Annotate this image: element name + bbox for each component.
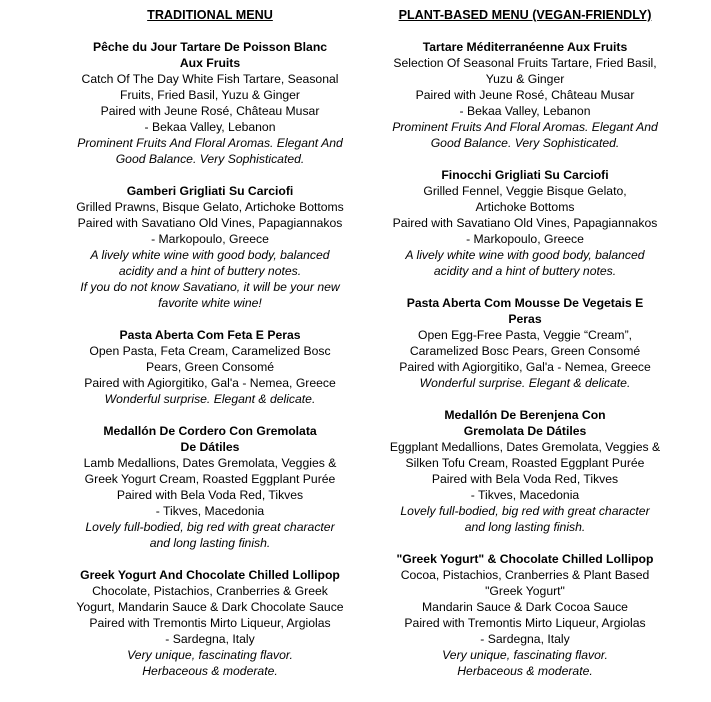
course-description: Pears, Green Consomé <box>145 360 275 374</box>
wine-pairing: Paired with Jeune Rosé, Château Musar <box>100 104 320 118</box>
tasting-note: Herbaceous & moderate. <box>457 664 593 678</box>
course-description: Eggplant Medallions, Dates Gremolata, Veggies & <box>389 440 661 454</box>
traditional-menu-column <box>60 0 360 679</box>
course-name: Tartare Méditerranéenne Aux Fruits <box>422 40 628 54</box>
course-name: Medallón De Berenjena Con <box>444 408 606 422</box>
course-name: Finocchi Grigliati Su Carciofi <box>441 168 609 182</box>
course-description: Yogurt, Mandarin Sauce & Dark Chocolate Sauce <box>76 600 344 614</box>
course-3 <box>60 327 360 407</box>
tasting-note: Good Balance. Very Sophisticated. <box>115 152 305 166</box>
wine-pairing: - Tikves, Macedonia <box>470 488 580 502</box>
tasting-note: favorite white wine! <box>158 296 262 310</box>
course-description: Caramelized Bosc Pears, Green Consomé <box>409 344 641 358</box>
course-description: Mandarin Sauce & Dark Cocoa Sauce <box>422 600 628 614</box>
course-name: Pasta Aberta Com Mousse De Vegetais E <box>406 296 644 310</box>
tasting-note: and long lasting finish. <box>149 536 271 550</box>
course-4 <box>375 407 675 535</box>
tasting-note: Wonderful surprise. Elegant & delicate. <box>419 376 631 390</box>
wine-pairing: Paired with Tremontis Mirto Liqueur, Argiolas <box>89 616 331 630</box>
course-description: Grilled Fennel, Veggie Bisque Gelato, <box>423 184 627 198</box>
tasting-note: A lively white wine with good body, balanced <box>90 248 330 262</box>
wine-pairing: - Sardegna, Italy <box>480 632 570 646</box>
wine-pairing: - Sardegna, Italy <box>165 632 255 646</box>
course-description: Cocoa, Pistachios, Cranberries & Plant Based <box>400 568 650 582</box>
course-name: Gamberi Grigliati Su Carciofi <box>126 184 294 198</box>
wine-pairing: - Markopoulo, Greece <box>466 232 584 246</box>
tasting-note: A lively white wine with good body, balanced <box>405 248 645 262</box>
course-name: Greek Yogurt And Chocolate Chilled Lollipop <box>80 568 340 582</box>
course-description: Catch Of The Day White Fish Tartare, Seasonal <box>81 72 339 86</box>
course-name: Peras <box>508 312 542 326</box>
tasting-note: Lovely full-bodied, big red with great character <box>85 520 335 534</box>
course-5 <box>60 567 360 679</box>
wine-pairing: - Markopoulo, Greece <box>151 232 269 246</box>
wine-pairing: - Bekaa Valley, Lebanon <box>459 104 591 118</box>
course-name: De Dátiles <box>180 440 240 454</box>
course-3 <box>375 295 675 391</box>
course-description: "Greek Yogurt" <box>485 584 565 598</box>
wine-pairing: - Bekaa Valley, Lebanon <box>144 120 276 134</box>
course-description: Open Pasta, Feta Cream, Caramelized Bosc <box>89 344 331 358</box>
tasting-note: Wonderful surprise. Elegant & delicate. <box>104 392 316 406</box>
course-name: Medallón De Cordero Con Gremolata <box>103 424 317 438</box>
plant-based-menu-courses <box>375 39 675 679</box>
course-1 <box>375 39 675 151</box>
tasting-note: Lovely full-bodied, big red with great character <box>400 504 650 518</box>
wine-pairing: Paired with Agiorgitiko, Gal'a - Nemea, Greece <box>84 376 336 390</box>
tasting-note: If you do not know Savatiano, it will be your new <box>80 280 340 294</box>
wine-pairing: Paired with Bela Voda Red, Tikves <box>431 472 619 486</box>
course-4 <box>60 423 360 551</box>
wine-pairing: Paired with Agiorgitiko, Gal'a - Nemea, Greece <box>399 360 651 374</box>
course-description: Fruits, Fried Basil, Yuzu & Ginger <box>120 88 300 102</box>
course-name: Pasta Aberta Com Feta E Peras <box>119 328 301 342</box>
course-description: Chocolate, Pistachios, Cranberries & Greek <box>92 584 328 598</box>
tasting-note: Good Balance. Very Sophisticated. <box>430 136 620 150</box>
course-name: Aux Fruits <box>179 56 241 70</box>
wine-pairing: Paired with Tremontis Mirto Liqueur, Argiolas <box>404 616 646 630</box>
tasting-note: Prominent Fruits And Floral Aromas. Elegant And <box>392 120 658 134</box>
tasting-note: Very unique, fascinating flavor. <box>442 648 608 662</box>
course-name: Pêche du Jour Tartare De Poisson Blanc <box>92 40 328 54</box>
course-description: Selection Of Seasonal Fruits Tartare, Fried Basil, <box>393 56 657 70</box>
wine-pairing: Paired with Savatiano Old Vines, Papagiannakos <box>392 216 658 230</box>
tasting-note: Very unique, fascinating flavor. <box>127 648 293 662</box>
course-5 <box>375 551 675 679</box>
tasting-note: Herbaceous & moderate. <box>142 664 278 678</box>
course-description: Yuzu & Ginger <box>485 72 565 86</box>
course-name: "Greek Yogurt" & Chocolate Chilled Lollipop <box>396 552 654 566</box>
course-2 <box>60 183 360 311</box>
course-description: Artichoke Bottoms <box>475 200 575 214</box>
course-name: Gremolata De Dátiles <box>463 424 587 438</box>
traditional-menu-heading: TRADITIONAL MENU <box>147 8 273 22</box>
course-1 <box>60 39 360 167</box>
wine-pairing: Paired with Bela Voda Red, Tikves <box>116 488 304 502</box>
plant-based-menu-heading: PLANT-BASED MENU (VEGAN-FRIENDLY) <box>398 8 652 22</box>
course-2 <box>375 167 675 279</box>
wine-pairing: Paired with Jeune Rosé, Château Musar <box>415 88 635 102</box>
plant-based-menu-column <box>375 0 675 679</box>
tasting-note: Prominent Fruits And Floral Aromas. Elegant And <box>77 136 343 150</box>
wine-pairing: Paired with Savatiano Old Vines, Papagiannakos <box>77 216 343 230</box>
tasting-note: acidity and a hint of buttery notes. <box>433 264 617 278</box>
course-description: Lamb Medallions, Dates Gremolata, Veggies & <box>83 456 337 470</box>
tasting-note: and long lasting finish. <box>464 520 586 534</box>
course-description: Greek Yogurt Cream, Roasted Eggplant Purée <box>84 472 336 486</box>
tasting-note: acidity and a hint of buttery notes. <box>118 264 302 278</box>
traditional-menu-courses <box>60 39 360 679</box>
wine-pairing: - Tikves, Macedonia <box>155 504 265 518</box>
course-description: Grilled Prawns, Bisque Gelato, Artichoke Bottoms <box>76 200 344 214</box>
course-description: Silken Tofu Cream, Roasted Eggplant Purée <box>405 456 645 470</box>
course-description: Open Egg-Free Pasta, Veggie “Cream”, <box>417 328 633 342</box>
